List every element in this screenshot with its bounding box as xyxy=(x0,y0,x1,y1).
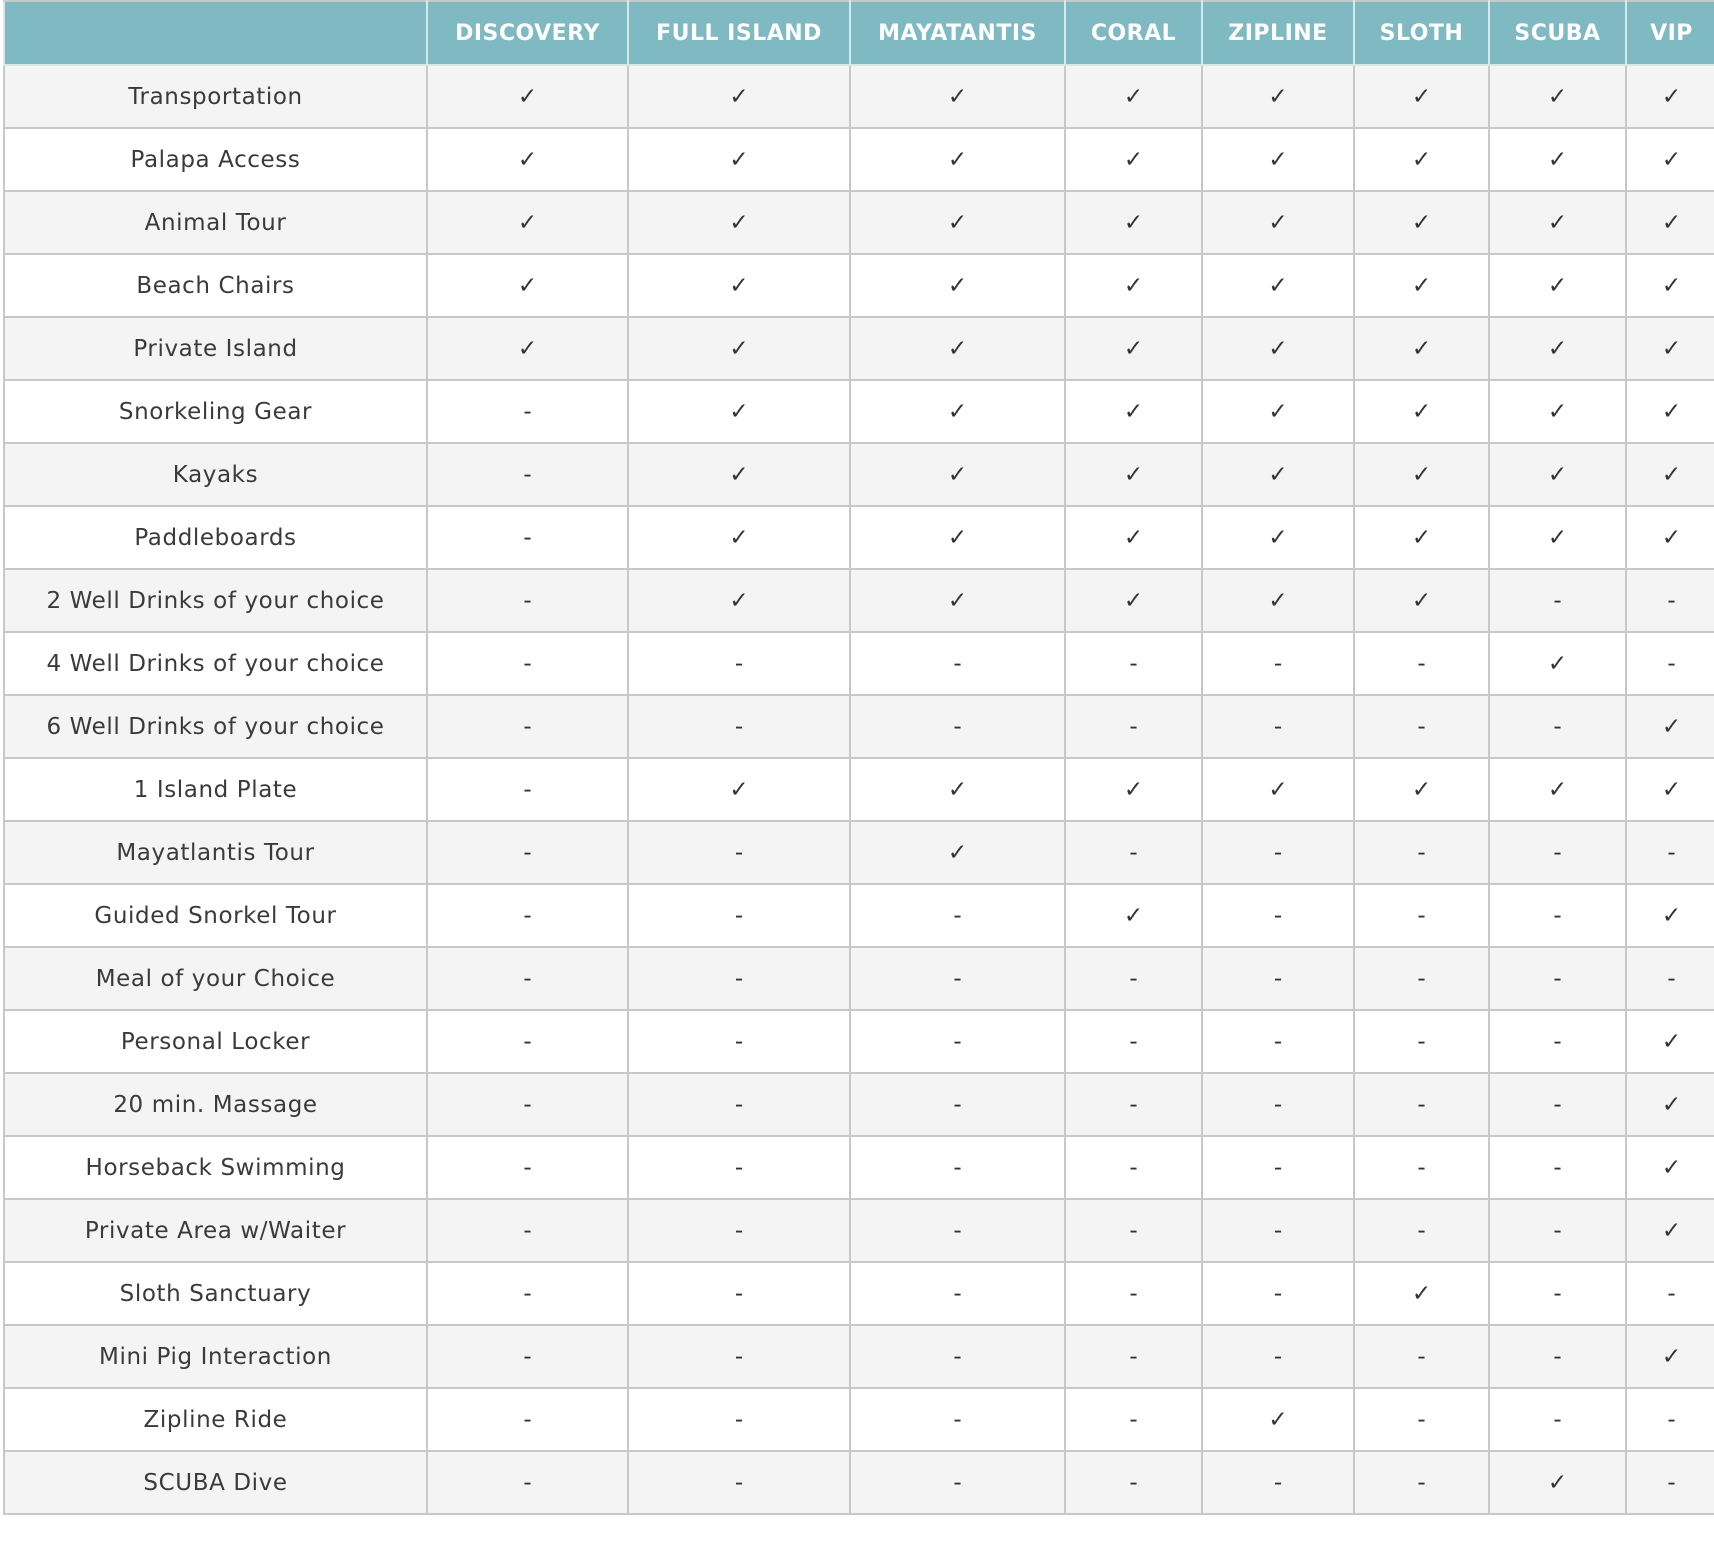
not-included-dash: - xyxy=(1065,947,1202,1010)
included-check-mark: ✓ xyxy=(1626,1199,1714,1262)
not-included-dash: - xyxy=(1065,1073,1202,1136)
included-check-mark: ✓ xyxy=(628,128,850,191)
table-row xyxy=(4,1262,1714,1325)
not-included-dash: - xyxy=(1626,569,1714,632)
not-included-dash: - xyxy=(427,821,628,884)
included-check-mark: ✓ xyxy=(1202,380,1354,443)
header-corner-cell xyxy=(4,1,427,65)
column-header-mayatantis: MAYATANTIS xyxy=(850,1,1065,65)
not-included-dash: - xyxy=(850,947,1065,1010)
not-included-dash: - xyxy=(1065,1451,1202,1514)
included-check-mark: ✓ xyxy=(1626,317,1714,380)
not-included-dash: - xyxy=(1354,695,1489,758)
included-check-mark: ✓ xyxy=(1489,443,1626,506)
not-included-dash: - xyxy=(427,1388,628,1451)
included-check-mark: ✓ xyxy=(1065,65,1202,128)
not-included-dash: - xyxy=(1202,884,1354,947)
not-included-dash: - xyxy=(1202,947,1354,1010)
included-check-mark: ✓ xyxy=(427,65,628,128)
not-included-dash: - xyxy=(1489,1388,1626,1451)
included-check-mark: ✓ xyxy=(850,254,1065,317)
not-included-dash: - xyxy=(1202,1073,1354,1136)
included-check-mark: ✓ xyxy=(427,191,628,254)
not-included-dash: - xyxy=(427,1325,628,1388)
included-check-mark: ✓ xyxy=(628,65,850,128)
included-check-mark: ✓ xyxy=(1202,506,1354,569)
not-included-dash: - xyxy=(1354,1010,1489,1073)
column-header-scuba: SCUBA xyxy=(1489,1,1626,65)
included-check-mark: ✓ xyxy=(1626,380,1714,443)
included-check-mark: ✓ xyxy=(850,569,1065,632)
not-included-dash: - xyxy=(850,1073,1065,1136)
not-included-dash: - xyxy=(1065,1010,1202,1073)
not-included-dash: - xyxy=(628,1262,850,1325)
included-check-mark: ✓ xyxy=(1354,191,1489,254)
included-check-mark: ✓ xyxy=(427,128,628,191)
not-included-dash: - xyxy=(1626,821,1714,884)
table-row xyxy=(4,695,1714,758)
not-included-dash: - xyxy=(427,1199,628,1262)
not-included-dash: - xyxy=(628,1325,850,1388)
feature-label: Mini Pig Interaction xyxy=(4,1325,427,1388)
included-check-mark: ✓ xyxy=(1202,1388,1354,1451)
not-included-dash: - xyxy=(628,1199,850,1262)
feature-label: 1 Island Plate xyxy=(4,758,427,821)
not-included-dash: - xyxy=(1354,1451,1489,1514)
not-included-dash: - xyxy=(427,632,628,695)
feature-label: 20 min. Massage xyxy=(4,1073,427,1136)
included-check-mark: ✓ xyxy=(1626,1136,1714,1199)
table-row xyxy=(4,128,1714,191)
included-check-mark: ✓ xyxy=(628,758,850,821)
included-check-mark: ✓ xyxy=(1065,254,1202,317)
included-check-mark: ✓ xyxy=(628,317,850,380)
not-included-dash: - xyxy=(427,569,628,632)
included-check-mark: ✓ xyxy=(1354,65,1489,128)
included-check-mark: ✓ xyxy=(1065,569,1202,632)
not-included-dash: - xyxy=(628,1073,850,1136)
included-check-mark: ✓ xyxy=(1489,758,1626,821)
included-check-mark: ✓ xyxy=(850,380,1065,443)
not-included-dash: - xyxy=(850,695,1065,758)
included-check-mark: ✓ xyxy=(1489,506,1626,569)
included-check-mark: ✓ xyxy=(1626,1073,1714,1136)
table-row xyxy=(4,443,1714,506)
included-check-mark: ✓ xyxy=(1354,506,1489,569)
not-included-dash: - xyxy=(850,1388,1065,1451)
feature-label: Kayaks xyxy=(4,443,427,506)
included-check-mark: ✓ xyxy=(1202,254,1354,317)
included-check-mark: ✓ xyxy=(1489,1451,1626,1514)
included-check-mark: ✓ xyxy=(1354,443,1489,506)
included-check-mark: ✓ xyxy=(628,191,850,254)
included-check-mark: ✓ xyxy=(1354,128,1489,191)
not-included-dash: - xyxy=(1489,1136,1626,1199)
not-included-dash: - xyxy=(1489,884,1626,947)
included-check-mark: ✓ xyxy=(850,506,1065,569)
feature-label: Guided Snorkel Tour xyxy=(4,884,427,947)
not-included-dash: - xyxy=(427,1262,628,1325)
not-included-dash: - xyxy=(1354,947,1489,1010)
feature-label: Beach Chairs xyxy=(4,254,427,317)
column-header-full-island: FULL ISLAND xyxy=(628,1,850,65)
feature-label: Snorkeling Gear xyxy=(4,380,427,443)
not-included-dash: - xyxy=(628,632,850,695)
not-included-dash: - xyxy=(1065,1325,1202,1388)
feature-label: Meal of your Choice xyxy=(4,947,427,1010)
not-included-dash: - xyxy=(427,380,628,443)
not-included-dash: - xyxy=(1626,1451,1714,1514)
included-check-mark: ✓ xyxy=(1489,191,1626,254)
not-included-dash: - xyxy=(1626,1262,1714,1325)
included-check-mark: ✓ xyxy=(628,380,850,443)
not-included-dash: - xyxy=(1489,821,1626,884)
feature-label: SCUBA Dive xyxy=(4,1451,427,1514)
included-check-mark: ✓ xyxy=(1626,443,1714,506)
not-included-dash: - xyxy=(1354,884,1489,947)
not-included-dash: - xyxy=(850,1262,1065,1325)
feature-label: Private Area w/Waiter xyxy=(4,1199,427,1262)
not-included-dash: - xyxy=(1065,821,1202,884)
table-row xyxy=(4,254,1714,317)
included-check-mark: ✓ xyxy=(1065,506,1202,569)
not-included-dash: - xyxy=(1202,1451,1354,1514)
table-row xyxy=(4,380,1714,443)
table-row xyxy=(4,1073,1714,1136)
feature-label: Palapa Access xyxy=(4,128,427,191)
package-comparison-table xyxy=(3,0,1714,1515)
included-check-mark: ✓ xyxy=(628,569,850,632)
included-check-mark: ✓ xyxy=(1626,758,1714,821)
feature-label: Animal Tour xyxy=(4,191,427,254)
included-check-mark: ✓ xyxy=(1626,191,1714,254)
column-header-sloth: SLOTH xyxy=(1354,1,1489,65)
included-check-mark: ✓ xyxy=(1354,1262,1489,1325)
feature-label: Paddleboards xyxy=(4,506,427,569)
feature-label: 6 Well Drinks of your choice xyxy=(4,695,427,758)
not-included-dash: - xyxy=(427,443,628,506)
included-check-mark: ✓ xyxy=(1489,128,1626,191)
not-included-dash: - xyxy=(628,1136,850,1199)
not-included-dash: - xyxy=(1065,1262,1202,1325)
table-row xyxy=(4,317,1714,380)
included-check-mark: ✓ xyxy=(1202,443,1354,506)
not-included-dash: - xyxy=(1489,1073,1626,1136)
not-included-dash: - xyxy=(1202,632,1354,695)
not-included-dash: - xyxy=(427,947,628,1010)
feature-label: Transportation xyxy=(4,65,427,128)
feature-label: Personal Locker xyxy=(4,1010,427,1073)
column-header-discovery: DISCOVERY xyxy=(427,1,628,65)
included-check-mark: ✓ xyxy=(628,254,850,317)
not-included-dash: - xyxy=(628,821,850,884)
included-check-mark: ✓ xyxy=(850,821,1065,884)
column-header-vip: VIP xyxy=(1626,1,1714,65)
table-row xyxy=(4,191,1714,254)
included-check-mark: ✓ xyxy=(1626,1010,1714,1073)
column-header-zipline: ZIPLINE xyxy=(1202,1,1354,65)
feature-label: Zipline Ride xyxy=(4,1388,427,1451)
table-body xyxy=(4,65,1714,1514)
included-check-mark: ✓ xyxy=(1626,254,1714,317)
not-included-dash: - xyxy=(850,1136,1065,1199)
not-included-dash: - xyxy=(850,884,1065,947)
not-included-dash: - xyxy=(1065,1199,1202,1262)
included-check-mark: ✓ xyxy=(1626,128,1714,191)
included-check-mark: ✓ xyxy=(1065,758,1202,821)
included-check-mark: ✓ xyxy=(1354,569,1489,632)
included-check-mark: ✓ xyxy=(1626,695,1714,758)
not-included-dash: - xyxy=(1489,947,1626,1010)
included-check-mark: ✓ xyxy=(628,506,850,569)
included-check-mark: ✓ xyxy=(1202,191,1354,254)
not-included-dash: - xyxy=(1354,1136,1489,1199)
not-included-dash: - xyxy=(628,1010,850,1073)
not-included-dash: - xyxy=(628,884,850,947)
table-row xyxy=(4,821,1714,884)
not-included-dash: - xyxy=(1065,1136,1202,1199)
included-check-mark: ✓ xyxy=(850,317,1065,380)
table-row xyxy=(4,1451,1714,1514)
included-check-mark: ✓ xyxy=(1489,632,1626,695)
not-included-dash: - xyxy=(427,506,628,569)
not-included-dash: - xyxy=(427,1451,628,1514)
not-included-dash: - xyxy=(427,758,628,821)
feature-label: Mayatlantis Tour xyxy=(4,821,427,884)
included-check-mark: ✓ xyxy=(1202,317,1354,380)
included-check-mark: ✓ xyxy=(427,254,628,317)
not-included-dash: - xyxy=(628,695,850,758)
table-row xyxy=(4,569,1714,632)
not-included-dash: - xyxy=(1202,1262,1354,1325)
included-check-mark: ✓ xyxy=(1489,380,1626,443)
not-included-dash: - xyxy=(1065,695,1202,758)
not-included-dash: - xyxy=(1489,569,1626,632)
included-check-mark: ✓ xyxy=(850,191,1065,254)
table-row xyxy=(4,884,1714,947)
not-included-dash: - xyxy=(1202,1199,1354,1262)
feature-label: Horseback Swimming xyxy=(4,1136,427,1199)
not-included-dash: - xyxy=(427,884,628,947)
not-included-dash: - xyxy=(1489,1199,1626,1262)
included-check-mark: ✓ xyxy=(850,65,1065,128)
included-check-mark: ✓ xyxy=(1489,65,1626,128)
header-row xyxy=(4,1,1714,65)
included-check-mark: ✓ xyxy=(1626,65,1714,128)
table-row xyxy=(4,632,1714,695)
included-check-mark: ✓ xyxy=(1065,443,1202,506)
not-included-dash: - xyxy=(1626,632,1714,695)
table-row xyxy=(4,758,1714,821)
not-included-dash: - xyxy=(628,947,850,1010)
included-check-mark: ✓ xyxy=(1065,128,1202,191)
not-included-dash: - xyxy=(1354,632,1489,695)
not-included-dash: - xyxy=(1354,821,1489,884)
not-included-dash: - xyxy=(1354,1388,1489,1451)
not-included-dash: - xyxy=(1202,1010,1354,1073)
included-check-mark: ✓ xyxy=(1626,884,1714,947)
not-included-dash: - xyxy=(1489,695,1626,758)
not-included-dash: - xyxy=(850,1010,1065,1073)
included-check-mark: ✓ xyxy=(1065,191,1202,254)
not-included-dash: - xyxy=(1626,947,1714,1010)
table-row xyxy=(4,1010,1714,1073)
not-included-dash: - xyxy=(427,1010,628,1073)
not-included-dash: - xyxy=(1065,632,1202,695)
included-check-mark: ✓ xyxy=(1354,317,1489,380)
included-check-mark: ✓ xyxy=(1354,254,1489,317)
included-check-mark: ✓ xyxy=(1202,128,1354,191)
not-included-dash: - xyxy=(1202,1325,1354,1388)
not-included-dash: - xyxy=(1065,1388,1202,1451)
feature-label: 2 Well Drinks of your choice xyxy=(4,569,427,632)
feature-label: 4 Well Drinks of your choice xyxy=(4,632,427,695)
not-included-dash: - xyxy=(1626,1388,1714,1451)
included-check-mark: ✓ xyxy=(1065,884,1202,947)
included-check-mark: ✓ xyxy=(1626,1325,1714,1388)
not-included-dash: - xyxy=(1489,1010,1626,1073)
not-included-dash: - xyxy=(628,1388,850,1451)
feature-label: Sloth Sanctuary xyxy=(4,1262,427,1325)
included-check-mark: ✓ xyxy=(1065,317,1202,380)
not-included-dash: - xyxy=(850,1325,1065,1388)
column-header-coral: CORAL xyxy=(1065,1,1202,65)
not-included-dash: - xyxy=(1354,1199,1489,1262)
included-check-mark: ✓ xyxy=(1489,254,1626,317)
included-check-mark: ✓ xyxy=(1354,758,1489,821)
included-check-mark: ✓ xyxy=(628,443,850,506)
included-check-mark: ✓ xyxy=(850,758,1065,821)
not-included-dash: - xyxy=(427,1073,628,1136)
included-check-mark: ✓ xyxy=(1626,506,1714,569)
not-included-dash: - xyxy=(850,1199,1065,1262)
included-check-mark: ✓ xyxy=(1202,758,1354,821)
included-check-mark: ✓ xyxy=(1065,380,1202,443)
table-row xyxy=(4,947,1714,1010)
not-included-dash: - xyxy=(1489,1325,1626,1388)
not-included-dash: - xyxy=(1489,1262,1626,1325)
included-check-mark: ✓ xyxy=(850,128,1065,191)
not-included-dash: - xyxy=(850,1451,1065,1514)
not-included-dash: - xyxy=(850,632,1065,695)
not-included-dash: - xyxy=(1202,821,1354,884)
included-check-mark: ✓ xyxy=(1202,65,1354,128)
table-row xyxy=(4,1325,1714,1388)
included-check-mark: ✓ xyxy=(850,443,1065,506)
feature-label: Private Island xyxy=(4,317,427,380)
included-check-mark: ✓ xyxy=(1202,569,1354,632)
table-row xyxy=(4,1388,1714,1451)
not-included-dash: - xyxy=(427,695,628,758)
table-row xyxy=(4,506,1714,569)
table-row xyxy=(4,65,1714,128)
not-included-dash: - xyxy=(1202,1136,1354,1199)
table-row xyxy=(4,1199,1714,1262)
included-check-mark: ✓ xyxy=(1489,317,1626,380)
not-included-dash: - xyxy=(1354,1325,1489,1388)
not-included-dash: - xyxy=(1354,1073,1489,1136)
not-included-dash: - xyxy=(427,1136,628,1199)
included-check-mark: ✓ xyxy=(1354,380,1489,443)
table-row xyxy=(4,1136,1714,1199)
not-included-dash: - xyxy=(1202,695,1354,758)
included-check-mark: ✓ xyxy=(427,317,628,380)
not-included-dash: - xyxy=(628,1451,850,1514)
